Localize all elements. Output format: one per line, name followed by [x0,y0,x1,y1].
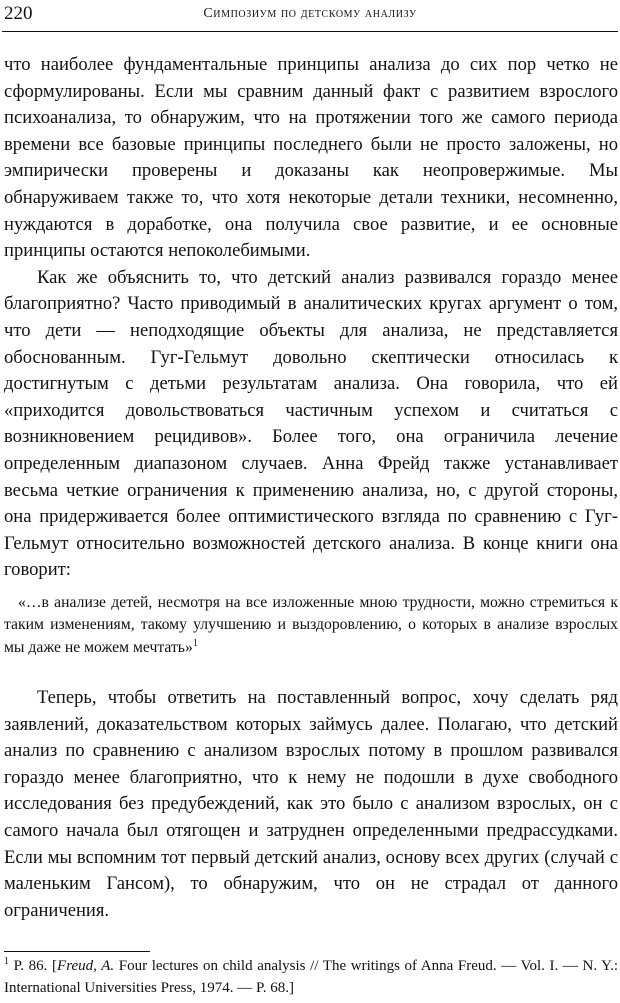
footnote-citation: Four lectures on child analysis // The writings of Anna Freud. — Vol. I. — N. Y.: International Universities Press, 1974. — P. 68.] [4,958,618,996]
body-text [4,52,618,924]
footnote-prefix: P. 86. [ [9,958,58,974]
footnote [4,956,618,999]
quote-text: «…в анализе детей, несмотря на все изложенные мною трудности, можно стремиться к таким изменениям, такому улучшению и выздоровлению, о которых в анализе взрослых мы даже не можем мечтать» [4,593,618,656]
footnote-reference[interactable]: 1 [192,637,198,649]
footnote-author: Freud, A. [57,958,115,974]
running-head: Симпозиум по детскому анализу [203,6,417,21]
footnote-rule [4,951,150,952]
page-header [0,0,620,34]
block-quote [4,592,618,659]
paragraph-2: Как же объяснить то, что детский анализ развивался гораздо менее благоприятно? Часто приводимый в аналитических кругах аргумент о том, что дети — неподходящие объекты для анализа, не представляется обоснованным. Гуг-Гельмут довольно скептически относилась к достигнутым с детьми результатам анализа. Она говорила, что ей «приходится довольствоваться частичным успехом и считаться с возникновением рецидивов». Более того, она ограничила лечение определенным диапазоном случаев. Анна Фрейд также устанавливает весьма четкие ограничения к применению анализа, но, с другой стороны, она придерживается более оптимистического взгляда по сравнению с Гуг-Гельмут относительно возможностей детского анализа. В конце книги она говорит: [4,266,618,581]
page-number: 220 [4,3,33,24]
header-rule [2,31,618,32]
footnote-mark: 1 [4,956,9,967]
paragraph-3: Теперь, чтобы ответить на поставленный вопрос, хочу сделать ряд заявлений, доказательством которых займусь далее. Полагаю, что детский анализ по сравнению с анализом взрослых потому в прошлом развивался гораздо менее благоприятно, что к нему не подошли в духе свободного исследования без предубеждений, как это было с анализом взрослых, он с самого начала был отягощен и затруднен определенными предрассудками. Если мы вспомним тот первый детский анализ, основу всех других (случай с маленьким Гансом), то обнаружим, что он не страдал от данного ограничения. [4,687,618,921]
paragraph-1: что наиболее фундаментальные принципы анализа до сих пор четко не сформулированы. Если мы сравним данный факт с развитием взрослого психоанализа, то обнаружим, что на протяжении того же самого периода времени все базовые принципы последнего были не просто заложены, но эмпирически проверены и доказаны как неопровержимые. Мы обнаруживаем также то, что хотя некоторые детали техники, несомненно, нуждаются в доработке, она получила свое развитие, и ее основные принципы остаются непоколебимыми. [4,54,618,262]
